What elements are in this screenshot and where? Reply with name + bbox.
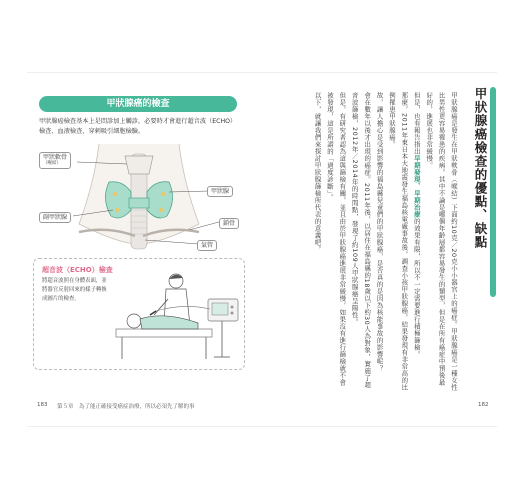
left-page: [27, 72, 257, 427]
section-title: 甲狀腺癌的檢查: [39, 96, 237, 112]
paragraph: 甲狀腺癌是發生在甲狀軟骨（喉結）下面約10克／20克小小器官上的癌症。甲狀腺癌是一種女性比男性更容易罹患的疾病。其中不論是哪個年齡層都容易發生的類型，但是在所有癌症中預後最好的，進展也非常緩慢。: [425, 92, 458, 391]
body-text: [270, 92, 460, 392]
thyroid-illustration: [39, 144, 244, 254]
left-folio: 183: [37, 402, 48, 408]
label-thyroid-cartilage: 甲狀軟骨 （喉結）: [39, 152, 71, 169]
label-parathyroid: 副甲狀腺: [39, 212, 71, 223]
label-trachea: 氣管: [197, 240, 217, 251]
ultrasound-title: 超音波（ECHO）檢查: [42, 266, 113, 274]
highlight-text: 早期發現、早期治療: [412, 155, 421, 218]
paragraph: 以下，就讓我們來探討甲狀腺篩檢所代表的意義吧。: [313, 92, 322, 253]
ultrasound-box: [33, 258, 245, 370]
right-folio: 182: [478, 402, 489, 408]
paragraph: 但是，也有報告指出早期發現、早期治療的效果有限，所以不一定需要進行積極篩檢。: [412, 92, 421, 358]
label-thyroid: 甲狀腺: [207, 186, 233, 197]
paragraph: 故，讓人擔心是受到影響的福島縣兒童們的甲狀腺癌，是否真的是因為核能事故的影響呢？: [375, 92, 384, 372]
paragraph: 但是，有研究者認為這與篩檢有關，並且由於甲狀腺癌進展非常緩慢，如果沒有進行篩檢就不會被發現，這是所謂的「過度診斷」。: [325, 92, 347, 386]
intro-text: 甲狀腺癌檢查基本上是問診加上觸診，必要時才會進行超音波（ECHO）檢查、血液檢查、穿刺吸引細胞檢驗。: [39, 118, 237, 135]
title-accent-bar: [490, 87, 496, 297]
paragraph: 會在數年以後才出現的癌症。2011年後，以居住在福島縣的18歲以下約30人為對象，實施了超音波篩檢，2012年／2014年的時間點，發現了約109人甲狀腺癌呈陽性。: [350, 92, 372, 389]
page-title: 甲狀腺癌檢查的優點、缺點: [473, 87, 488, 249]
ultrasound-desc: 將超音波照在身體表面，並將器官反射回來的樣子轉換成圖片的檢查。: [42, 278, 107, 302]
ultrasound-exam-illustration: [114, 265, 244, 365]
running-head: 第５章 為了能正確接受癌症治療，所以必須先了解的事: [57, 404, 195, 410]
right-page: [262, 72, 498, 427]
paragraph: 那麼，2011年東日本大地震發生福島核電廠事故後，調查小孩甲狀腺癌，結果發現有非常高的比例罹患甲狀腺癌。: [387, 92, 409, 391]
label-clavicle: 鎖骨: [219, 218, 239, 229]
